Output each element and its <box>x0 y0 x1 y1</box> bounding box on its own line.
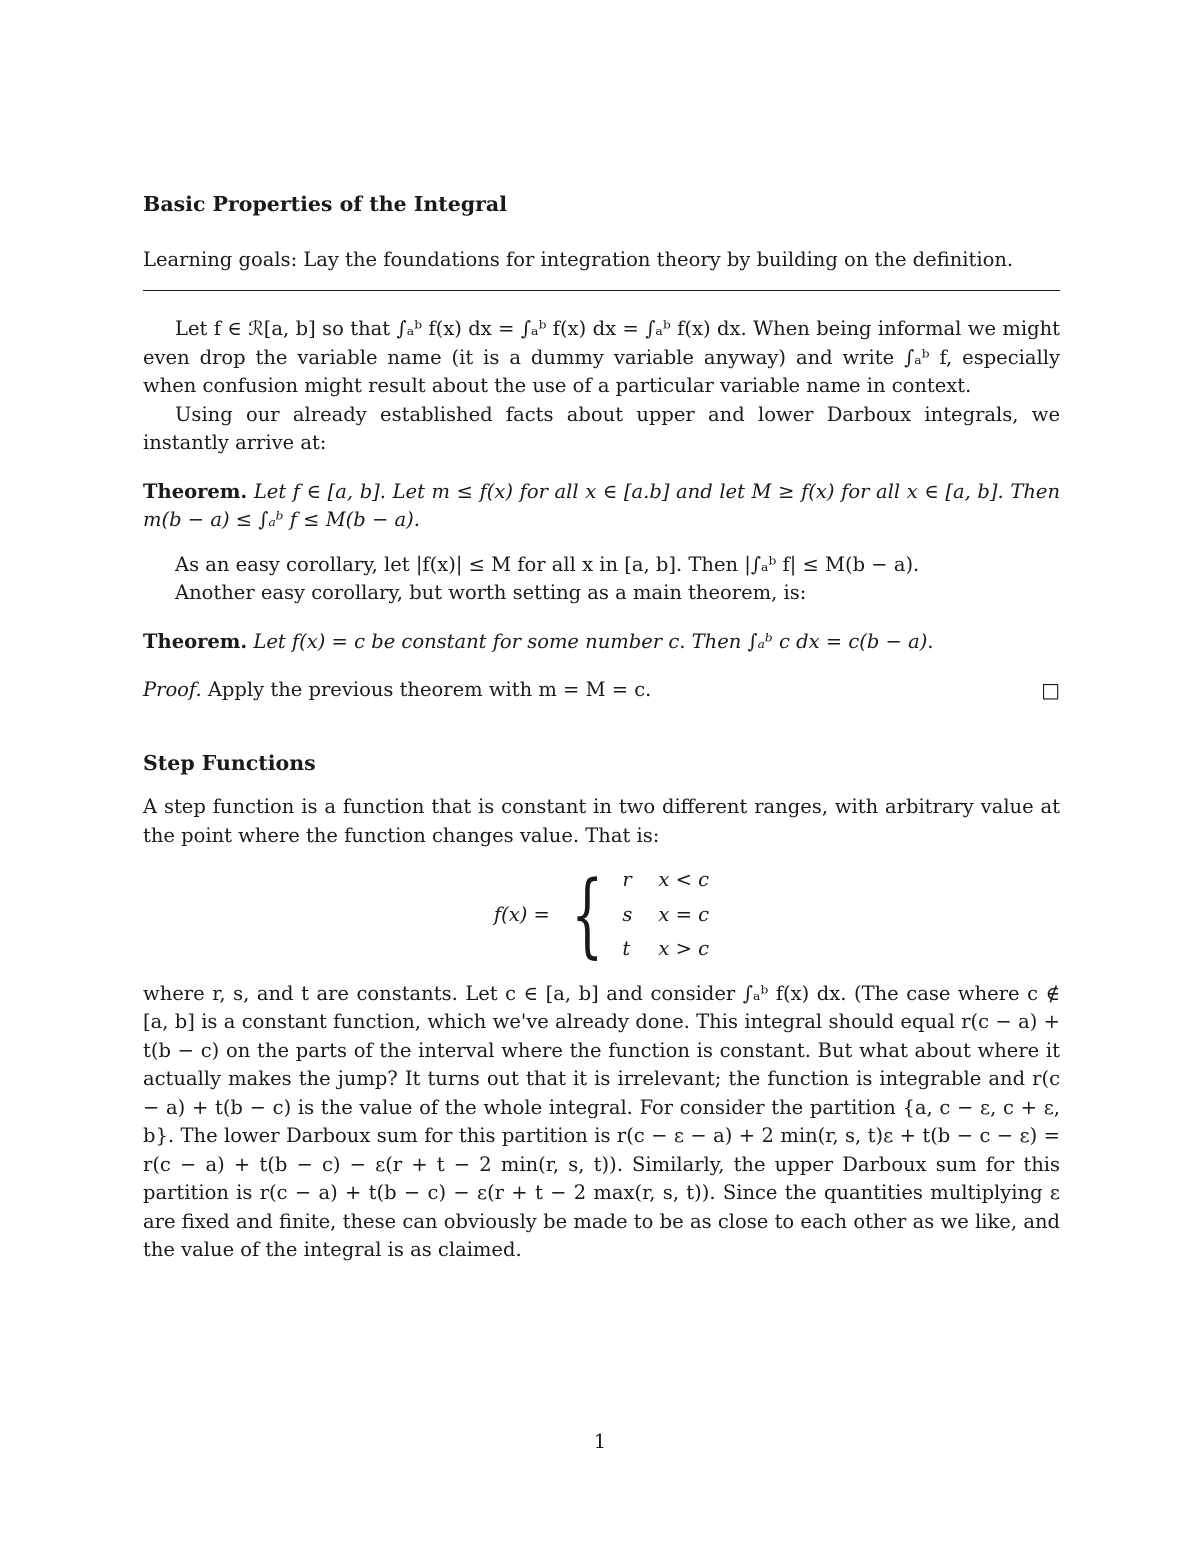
page-body <box>143 190 1060 1265</box>
theorem-statement: Let f ∈ [a, b]. Let m ≤ f(x) for all x ∈ [a.b] and let M ≥ f(x) for all x ∈ [a, b]. Then m(b − a) ≤ ∫ₐᵇ f ≤ M(b − a). <box>143 479 1060 531</box>
theorem-bounds <box>143 478 1060 535</box>
piecewise-equation <box>143 860 1060 968</box>
page-number: 1 <box>593 1430 607 1453</box>
piecewise-lhs: f(x) = <box>493 902 550 926</box>
step-paragraph-1: A step function is a function that is constant in two different ranges, with arbitrary value at the point where the function changes value. That is: <box>143 795 1060 847</box>
case-value: s <box>622 902 633 926</box>
learning-goals: Learning goals: Lay the foundations for integration theory by building on the definition. <box>143 247 1014 271</box>
proof-label: Proof. <box>143 678 202 701</box>
intro-paragraph-1: Let f ∈ ℛ[a, b] so that ∫ₐᵇ f(x) dx = ∫ₐᵇ f(x) dx = ∫ₐᵇ f(x) dx. When being informal we might even drop the variable name (it is a dummy variable anyway) and write ∫ₐᵇ f, especially when confusion might result about the use of a particular variable name in context. <box>143 317 1060 397</box>
page-title: Basic Properties of the Integral <box>143 192 507 216</box>
brace-symbol: { <box>571 860 604 968</box>
proof <box>143 676 1060 705</box>
proof-body <box>143 676 651 705</box>
case-value: r <box>622 868 632 891</box>
corollary-2: Another easy corollary, but worth setting as a main theorem, is: <box>175 581 807 604</box>
case-value: t <box>622 937 631 960</box>
step-paragraph-2: where r, s, and t are constants. Let c ∈ [a, b] and consider ∫ₐᵇ f(x) dx. (The case where c ∉ [a, b] is a constant function, which we've already done. This integral should equal r(c − a) + t(b − c) on the parts of the interval where the function is constant. But what about where it actually makes the jump? It turns out that it is irrelevant; the function is integrable and r(c − a) + t(b − c) is the value of the whole integral. For consider the partition {a, c − ε, c + ε, b}. The lower Darboux sum for this partition is r(c − ε − a) + 2 min(r, s, t)ε + t(b − c − ε) = r(c − a) + t(b − c) − ε(r + t − 2 min(r, s, t)). Similarly, the upper Darboux sum for this partition is r(c − a) + t(b − c) − ε(r + t − 2 max(r, s, t)). Since the quantities multiplying ε are fixed and finite, these can obviously be made to be as close to each other as we like, and the value of the integral is as claimed. <box>143 981 1060 1261</box>
horizontal-rule <box>143 290 1060 291</box>
section-title: Step Functions <box>143 750 316 775</box>
theorem-label: Theorem. <box>143 479 248 503</box>
theorem-statement: Let f(x) = c be constant for some number c. Then ∫ₐᵇ c dx = c(b − a). <box>253 629 934 653</box>
intro-paragraph-2: Using our already established facts about upper and lower Darboux integrals, we instantly arrive at: <box>143 402 1060 454</box>
theorem-constant <box>143 628 1060 657</box>
corollary-1: As an easy corollary, let |f(x)| ≤ M for all x in [a, b]. Then |∫ₐᵇ f| ≤ M(b − a). <box>175 552 920 576</box>
piecewise-cases <box>622 866 709 964</box>
case-condition: x = c <box>658 902 710 926</box>
proof-text: Apply the previous theorem with m = M = c. <box>201 678 652 701</box>
case-condition: x > c <box>658 937 710 960</box>
case-condition: x < c <box>658 868 710 891</box>
qed-symbol: □ <box>1041 678 1060 702</box>
theorem-label: Theorem. <box>143 629 248 653</box>
